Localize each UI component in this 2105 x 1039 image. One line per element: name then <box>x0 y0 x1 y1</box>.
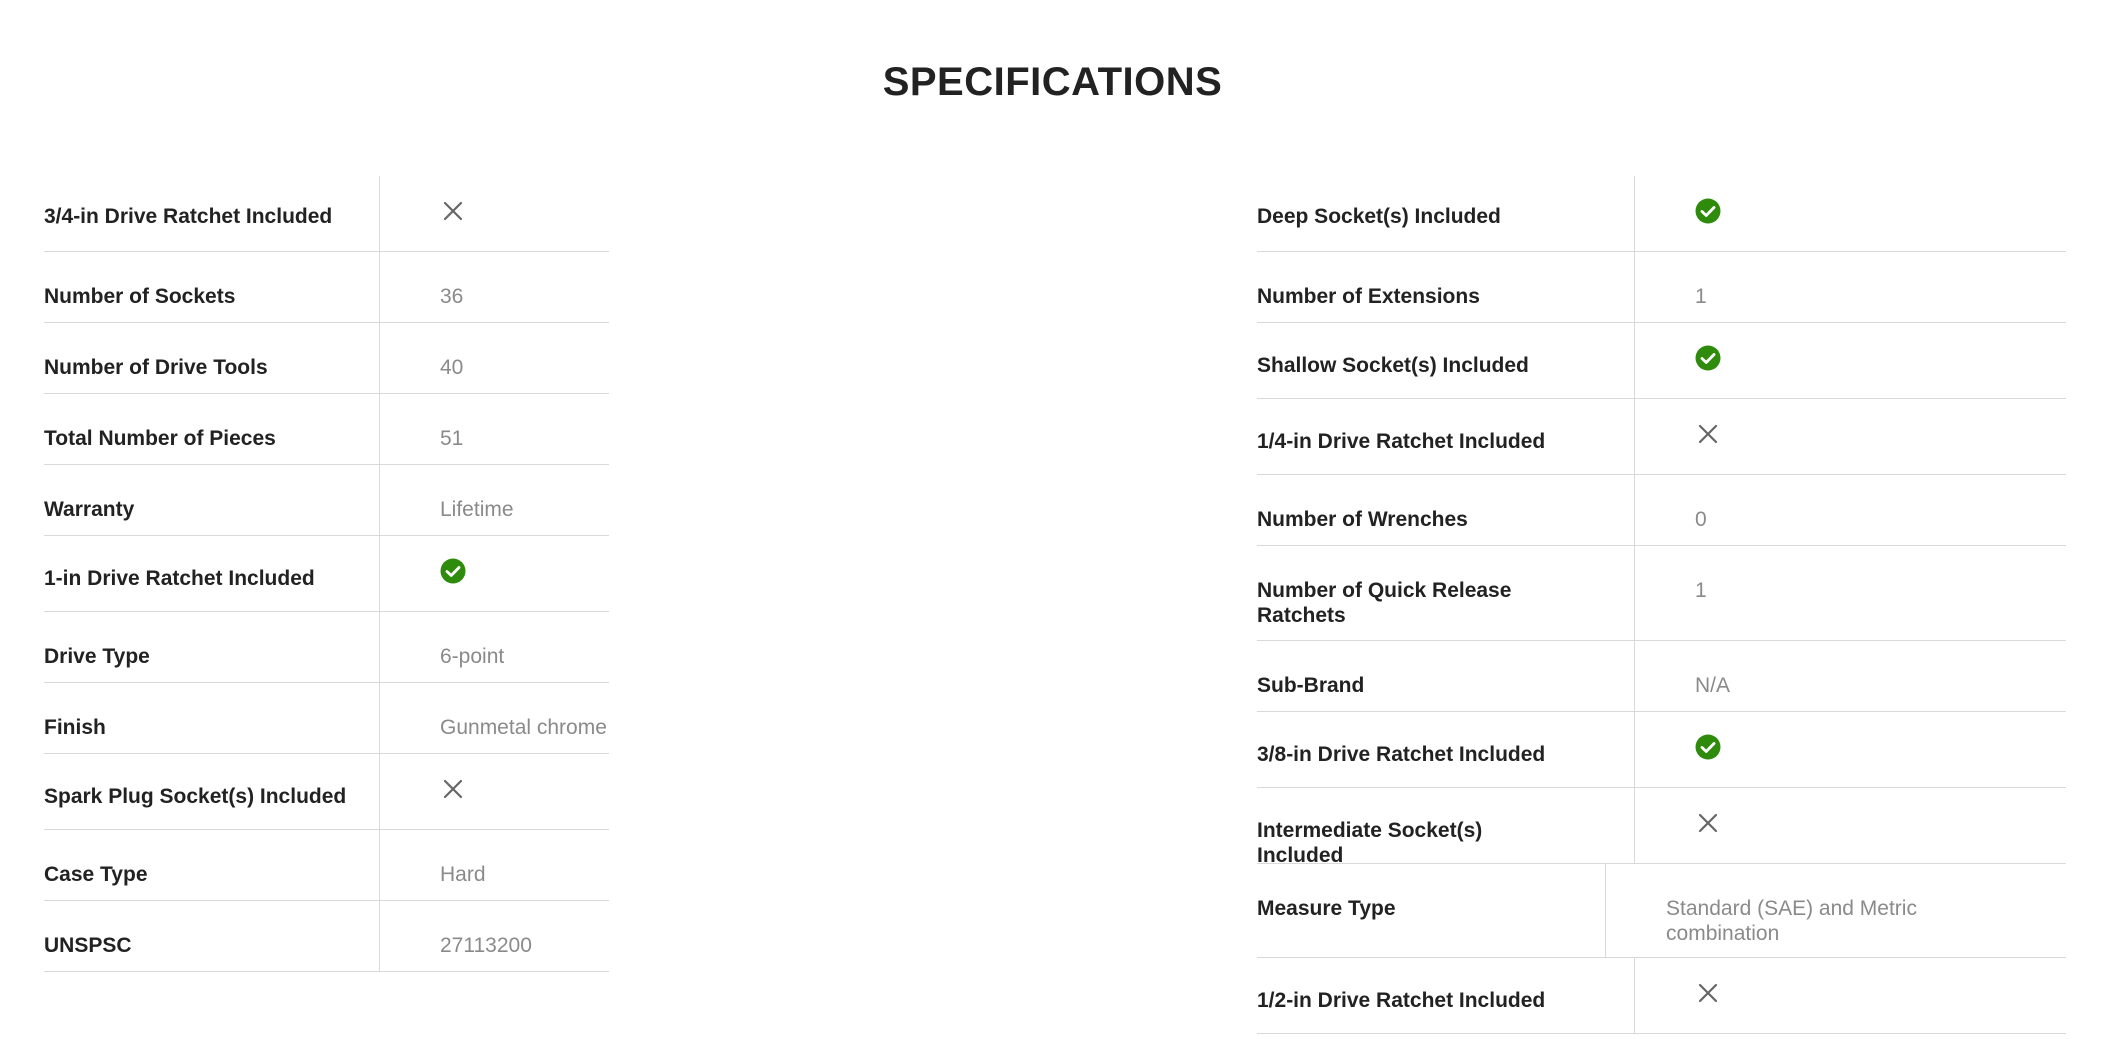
spec-value: Standard (SAE) and Metric combination <box>1666 897 1917 945</box>
spec-label: Deep Socket(s) Included <box>1257 176 1635 251</box>
spec-row <box>44 465 609 536</box>
spec-row <box>1257 475 2066 546</box>
spec-row <box>1257 958 2066 1034</box>
x-icon <box>1695 421 1721 447</box>
check-circle-icon <box>1695 345 1721 371</box>
spec-row <box>44 683 609 754</box>
spec-row <box>44 830 609 901</box>
spec-label: Number of Quick Release Ratchets <box>1257 546 1635 640</box>
x-icon <box>440 198 466 224</box>
spec-label: Number of Sockets <box>44 252 380 322</box>
spec-label: 3/4-in Drive Ratchet Included <box>44 176 380 251</box>
specs-table-right <box>1257 176 2066 1034</box>
x-icon <box>1695 810 1721 836</box>
spec-label: Intermediate Socket(s) Included <box>1257 788 1635 863</box>
spec-value <box>1635 958 1781 1033</box>
spec-label: Warranty <box>44 465 380 535</box>
spec-row <box>44 536 609 612</box>
spec-value <box>1635 399 1781 474</box>
spec-row <box>1257 864 2066 958</box>
spec-value <box>380 536 466 611</box>
spec-row <box>44 754 609 830</box>
spec-value: 1 <box>1695 285 1707 308</box>
specs-table-left <box>44 176 609 972</box>
spec-label: Number of Extensions <box>1257 252 1635 322</box>
spec-value <box>380 176 466 251</box>
spec-label: Measure Type <box>1257 864 1606 957</box>
check-circle-icon <box>1695 198 1721 224</box>
spec-row <box>1257 176 2066 252</box>
spec-value: 6-point <box>440 645 505 668</box>
spec-row <box>44 394 609 465</box>
spec-value: Hard <box>440 863 486 886</box>
spec-row <box>44 323 609 394</box>
spec-label: 1-in Drive Ratchet Included <box>44 536 380 611</box>
spec-row <box>1257 712 2066 788</box>
spec-value: 36 <box>440 285 464 308</box>
spec-value <box>380 754 466 829</box>
spec-value <box>1635 788 1781 863</box>
x-icon <box>440 776 466 802</box>
spec-row <box>1257 788 2066 867</box>
spec-value <box>1635 712 1781 787</box>
page-title: SPECIFICATIONS <box>882 60 1223 104</box>
spec-label: Case Type <box>44 830 380 900</box>
spec-label: Shallow Socket(s) Included <box>1257 323 1635 398</box>
spec-label: UNSPSC <box>44 901 380 971</box>
spec-row <box>44 252 609 323</box>
spec-row <box>1257 641 2066 712</box>
spec-value <box>1635 323 1781 398</box>
spec-row <box>1257 546 2066 641</box>
spec-row <box>1257 252 2066 323</box>
spec-label: Number of Drive Tools <box>44 323 380 393</box>
spec-value: Gunmetal chrome <box>440 716 607 739</box>
spec-value: 27113200 <box>440 934 532 957</box>
x-icon <box>1695 980 1721 1006</box>
spec-label: Sub-Brand <box>1257 641 1635 711</box>
spec-row <box>1257 399 2066 475</box>
spec-value <box>1635 176 1781 251</box>
spec-label: Number of Wrenches <box>1257 475 1635 545</box>
spec-value: 0 <box>1695 508 1707 531</box>
spec-label: Spark Plug Socket(s) Included <box>44 754 380 829</box>
spec-row <box>44 901 609 972</box>
spec-label: Drive Type <box>44 612 380 682</box>
spec-label: Total Number of Pieces <box>44 394 380 464</box>
spec-value: N/A <box>1695 674 1731 697</box>
check-circle-icon <box>440 558 466 584</box>
spec-row <box>1257 323 2066 399</box>
spec-row <box>44 612 609 683</box>
spec-label: 1/4-in Drive Ratchet Included <box>1257 399 1635 474</box>
spec-value: Lifetime <box>440 498 514 521</box>
spec-label: Finish <box>44 683 380 753</box>
check-circle-icon <box>1695 734 1721 760</box>
spec-value: 40 <box>440 356 464 379</box>
spec-label: 1/2-in Drive Ratchet Included <box>1257 958 1635 1033</box>
spec-value: 51 <box>440 427 464 450</box>
spec-row <box>44 176 609 252</box>
spec-label: 3/8-in Drive Ratchet Included <box>1257 712 1635 787</box>
spec-value: 1 <box>1695 579 1707 602</box>
